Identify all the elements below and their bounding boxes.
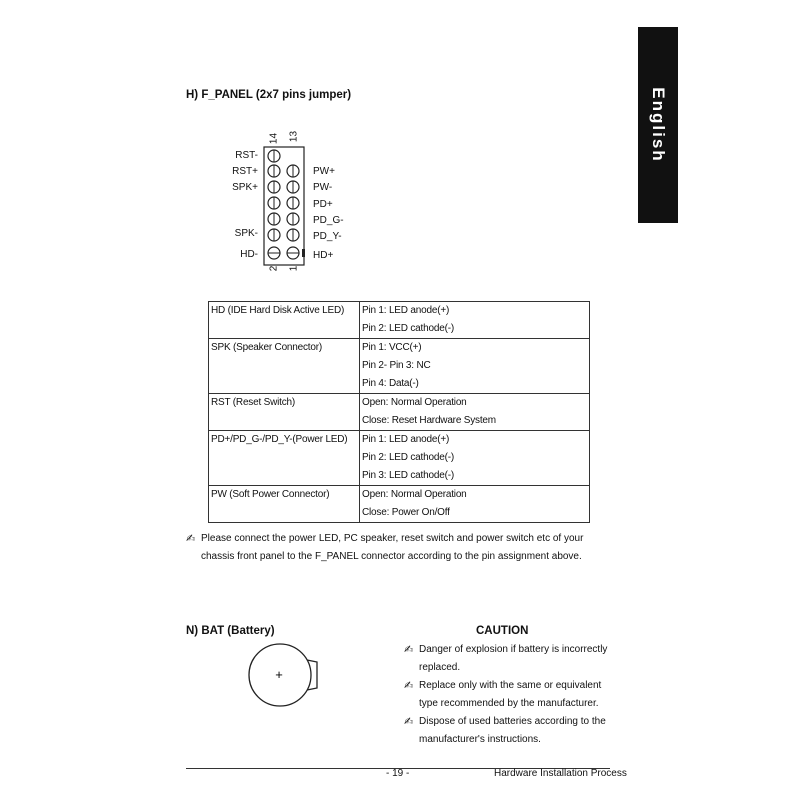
pin-description: Close: Reset Hardware System: [362, 415, 496, 426]
fpanel-heading: H) F_PANEL (2x7 pins jumper): [186, 89, 352, 101]
table-row: [209, 486, 590, 523]
pin-description: Pin 2: LED cathode(-): [362, 323, 454, 334]
fpanel-note-text: Please connect the power LED, PC speaker, reset switch and power switch etc of your chassis front panel to the F_PANEL connector according to the pin assignment above.: [201, 533, 584, 562]
table-row: [209, 339, 590, 394]
caution-item-text: Danger of explosion if battery is incorrectly replaced.: [419, 644, 608, 673]
pencil-icon: ✍: [404, 680, 414, 692]
table-row: [209, 394, 590, 431]
battery-plus-symbol: +: [275, 667, 283, 682]
caution-title: CAUTION: [476, 625, 529, 637]
pin-description: Pin 2: LED cathode(-): [362, 452, 454, 463]
caution-item-text: Dispose of used batteries according to the manufacturer's instructions.: [419, 716, 606, 745]
pin-label-pd-plus: PD+: [313, 199, 333, 210]
language-tab-label: English: [649, 87, 668, 163]
caution-item: [404, 677, 614, 713]
f-panel-pin-header: [262, 145, 310, 267]
pin-description: Open: Normal Operation: [362, 489, 467, 500]
pin-assignment-table: [208, 301, 590, 523]
pin-label-spk-plus: SPK+: [232, 182, 258, 193]
pin-label-rst-plus: RST+: [232, 166, 258, 177]
pin-description: Open: Normal Operation: [362, 397, 467, 408]
pencil-icon: ✍: [404, 644, 414, 656]
pin-label-rst-minus: RST-: [235, 150, 258, 161]
connector-name: PW (Soft Power Connector): [211, 489, 330, 500]
pin-label-spk-minus: SPK-: [234, 228, 258, 239]
pin-label-pd-y-minus: PD_Y-: [313, 231, 342, 242]
footer-title: Hardware Installation Process: [494, 768, 627, 779]
connector-name: PD+/PD_G-/PD_Y-(Power LED): [211, 434, 348, 445]
pin-description: Pin 1: LED anode(+): [362, 434, 450, 445]
pin-label-pd-g-minus: PD_G-: [313, 215, 344, 226]
pin-number-1: 1: [288, 265, 300, 272]
connector-name: RST (Reset Switch): [211, 397, 296, 408]
pencil-icon: ✍: [404, 716, 414, 728]
caution-item: [404, 641, 614, 677]
pin-description: Pin 3: LED cathode(-): [362, 470, 454, 481]
page-number: - 19 -: [386, 768, 410, 779]
pin-description: Close: Power On/Off: [362, 507, 450, 518]
pin-label-hd-minus: HD-: [240, 249, 258, 260]
pin-description: Pin 1: LED anode(+): [362, 305, 450, 316]
pin-description: Pin 1: VCC(+): [362, 342, 422, 353]
pin-number-13: 13: [288, 130, 300, 143]
pin-description: Pin 2- Pin 3: NC: [362, 360, 431, 371]
table-row: [209, 431, 590, 486]
language-tab: [638, 27, 678, 223]
pin-description: Pin 4: Data(-): [362, 378, 419, 389]
pin-number-14: 14: [268, 132, 280, 145]
pin-label-pw-minus: PW-: [313, 182, 333, 193]
caution-item: [404, 713, 614, 749]
table-row: [209, 302, 590, 339]
fpanel-note: [186, 530, 616, 566]
caution-list: [404, 641, 614, 749]
pin-label-pw-plus: PW+: [313, 166, 335, 177]
connector-name: SPK (Speaker Connector): [211, 342, 323, 353]
pin1-marker: [302, 249, 305, 257]
pencil-icon: ✍: [186, 533, 196, 545]
pin-number-2: 2: [268, 265, 280, 272]
caution-item-text: Replace only with the same or equivalent type recommended by the manufacturer.: [419, 680, 602, 709]
connector-name: HD (IDE Hard Disk Active LED): [211, 305, 345, 316]
pin-label-hd-plus: HD+: [313, 250, 334, 261]
battery-diagram: [246, 640, 326, 712]
battery-heading: N) BAT (Battery): [186, 625, 275, 637]
